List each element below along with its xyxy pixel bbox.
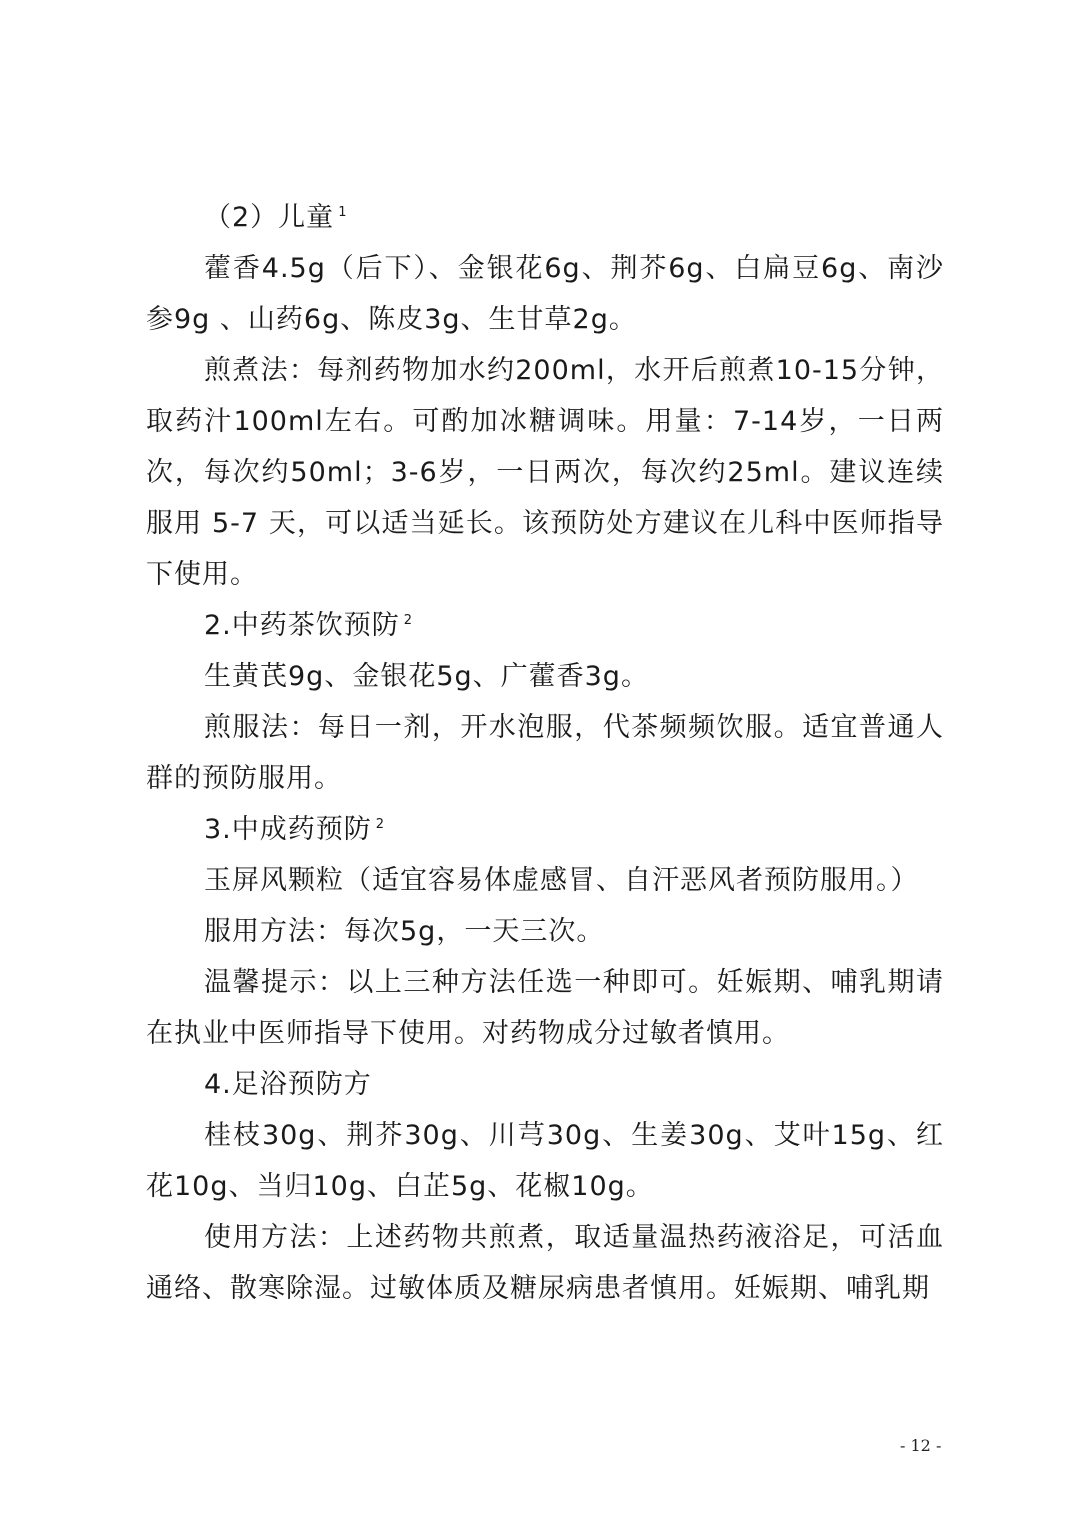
page-number: - 12 - xyxy=(900,1436,942,1455)
section-heading-herbal-tea xyxy=(146,600,944,651)
footnote-marker: 2 xyxy=(375,817,386,832)
footnote-marker: 1 xyxy=(338,205,348,220)
footnote-marker: 2 xyxy=(403,613,414,628)
heading-text: （2）儿童 xyxy=(204,202,335,233)
patent-medicine-name: 玉屏风颗粒（适宜容易体虚感冒、自汗恶风者预防服用。） xyxy=(204,865,919,896)
heading-text: 3.中成药预防 xyxy=(204,814,372,845)
foot-bath-method: 使用方法：上述药物共煎煮，取适量温热药液浴足，可活血通络、散寒除湿。过敏体质及糖尿病患者慎用。妊娠期、哺乳期 xyxy=(146,1222,944,1304)
warm-reminder: 温馨提示：以上三种方法任选一种即可。妊娠期、哺乳期请在执业中医师指导下使用。对药物成分过敏者慎用。 xyxy=(146,967,944,1049)
herbal-tea-method: 煎服法：每日一剂，开水泡服，代茶频频饮服。适宜普通人群的预防服用。 xyxy=(146,712,944,794)
section-heading-foot-bath: 4.足浴预防方 xyxy=(204,1069,372,1100)
foot-bath-prescription: 桂枝30g、荆芥30g、川芎30g、生姜30g、艾叶15g、红花10g、当归10g、白芷5g、花椒10g。 xyxy=(146,1120,944,1202)
section-heading-children xyxy=(146,192,944,243)
patent-medicine-dosage: 服用方法：每次5g，一天三次。 xyxy=(204,916,605,947)
page-body xyxy=(146,192,944,1314)
section-heading-patent-medicine xyxy=(146,804,944,855)
herbal-tea-prescription: 生黄芪9g、金银花5g、广藿香3g。 xyxy=(204,661,649,692)
heading-text: 2.中药茶饮预防 xyxy=(204,610,400,641)
decoction-method: 煎煮法：每剂药物加水约200ml，水开后煎煮10-15分钟，取药汁100ml左右。可酌加冰糖调味。用量：7-14岁，一日两次，每次约50ml；3-6岁，一日两次，每次约25ml。建议连续服用 5-7 天，可以适当延长。该预防处方建议在儿科中医师指导下使用。 xyxy=(146,355,944,590)
children-prescription: 藿香4.5g（后下）、金银花6g、荆芥6g、白扁豆6g、南沙参9g 、山药6g、陈皮3g、生甘草2g。 xyxy=(146,253,944,335)
